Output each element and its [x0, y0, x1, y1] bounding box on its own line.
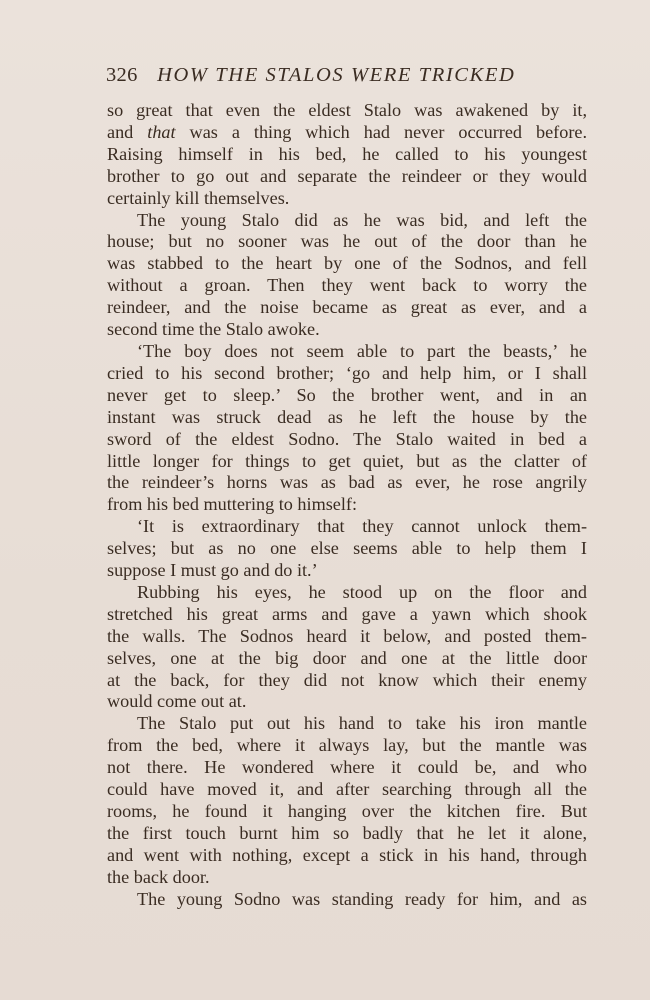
text-line: the walls. The Sodnos heard it below, and posted them- [107, 625, 587, 646]
text-line: and that was a thing which had never occurred before. [107, 121, 587, 142]
text-line: cried to his second brother; ‘go and help him, or I shall [107, 362, 587, 383]
text-line: rooms, he found it hanging over the kitchen fire. But [107, 801, 587, 821]
text-line: so great that even the eldest Stalo was awakened by it, [107, 100, 587, 120]
text-line: ‘The boy does not seem able to part the beasts,’ he [137, 340, 587, 361]
text-line: brother to go out and separate the reindeer or they would [107, 165, 587, 186]
text-line: certainly kill themselves. [107, 187, 290, 208]
text-line: The young Sodno was standing ready for him, and as [137, 888, 587, 909]
text-line: reindeer, and the noise became as great as ever, and a [107, 297, 587, 318]
text-line: The young Stalo did as he was bid, and left the [137, 209, 587, 230]
text-line: not there. He wondered where it could be, and who [107, 757, 587, 778]
emphasis: that [147, 121, 176, 142]
text-line: without a groan. Then they went back to worry the [107, 275, 587, 296]
text-line: selves, one at the big door and one at the little door [107, 647, 587, 668]
text-line: second time the Stalo awoke. [107, 319, 320, 340]
page-number: 326 [106, 64, 138, 86]
text-line: selves; but as no one else seems able to help them I [107, 538, 587, 559]
text-line: ‘It is extraordinary that they cannot unlock them- [137, 516, 587, 537]
text-line: from his bed muttering to himself: [107, 494, 358, 515]
text-line: sword of the eldest Sodno. The Stalo waited in bed a [107, 428, 587, 449]
running-header [106, 60, 546, 90]
text-line: stretched his great arms and gave a yawn which shook [107, 603, 587, 624]
text-line: and went with nothing, except a stick in his hand, through [107, 844, 587, 865]
text-line: house; but no sooner was he out of the door than he [107, 231, 587, 252]
text-line: The Stalo put out his hand to take his iron mantle [137, 713, 587, 734]
text-line: instant was struck dead as he left the house by the [107, 406, 587, 427]
text-line: the back door. [107, 866, 210, 887]
text-line: at the back, for they did not know which their enemy [107, 669, 587, 690]
text-line: was stabbed to the heart by one of the Sodnos, and fell [107, 253, 587, 274]
text-line: Rubbing his eyes, he stood up on the floor and [137, 581, 587, 602]
text-line: the first touch burnt him so badly that he let it alone, [107, 822, 587, 843]
text-line: Raising himself in his bed, he called to his youngest [107, 143, 587, 164]
text-line: would come out at. [107, 691, 247, 712]
text-line: could have moved it, and after searching through all the [107, 779, 587, 800]
text-line: little longer for things to get quiet, but as the clatter of [107, 450, 587, 471]
body-text [107, 100, 587, 911]
text-line: never get to sleep.’ So the brother went, and in an [107, 384, 587, 405]
running-title: HOW THE STALOS WERE TRICKED [157, 64, 516, 86]
text-line: the reindeer’s horns was as bad as ever, he rose angrily [107, 472, 587, 493]
text-line: from the bed, where it always lay, but the mantle was [107, 735, 587, 756]
text-line: suppose I must go and do it.’ [107, 560, 318, 581]
